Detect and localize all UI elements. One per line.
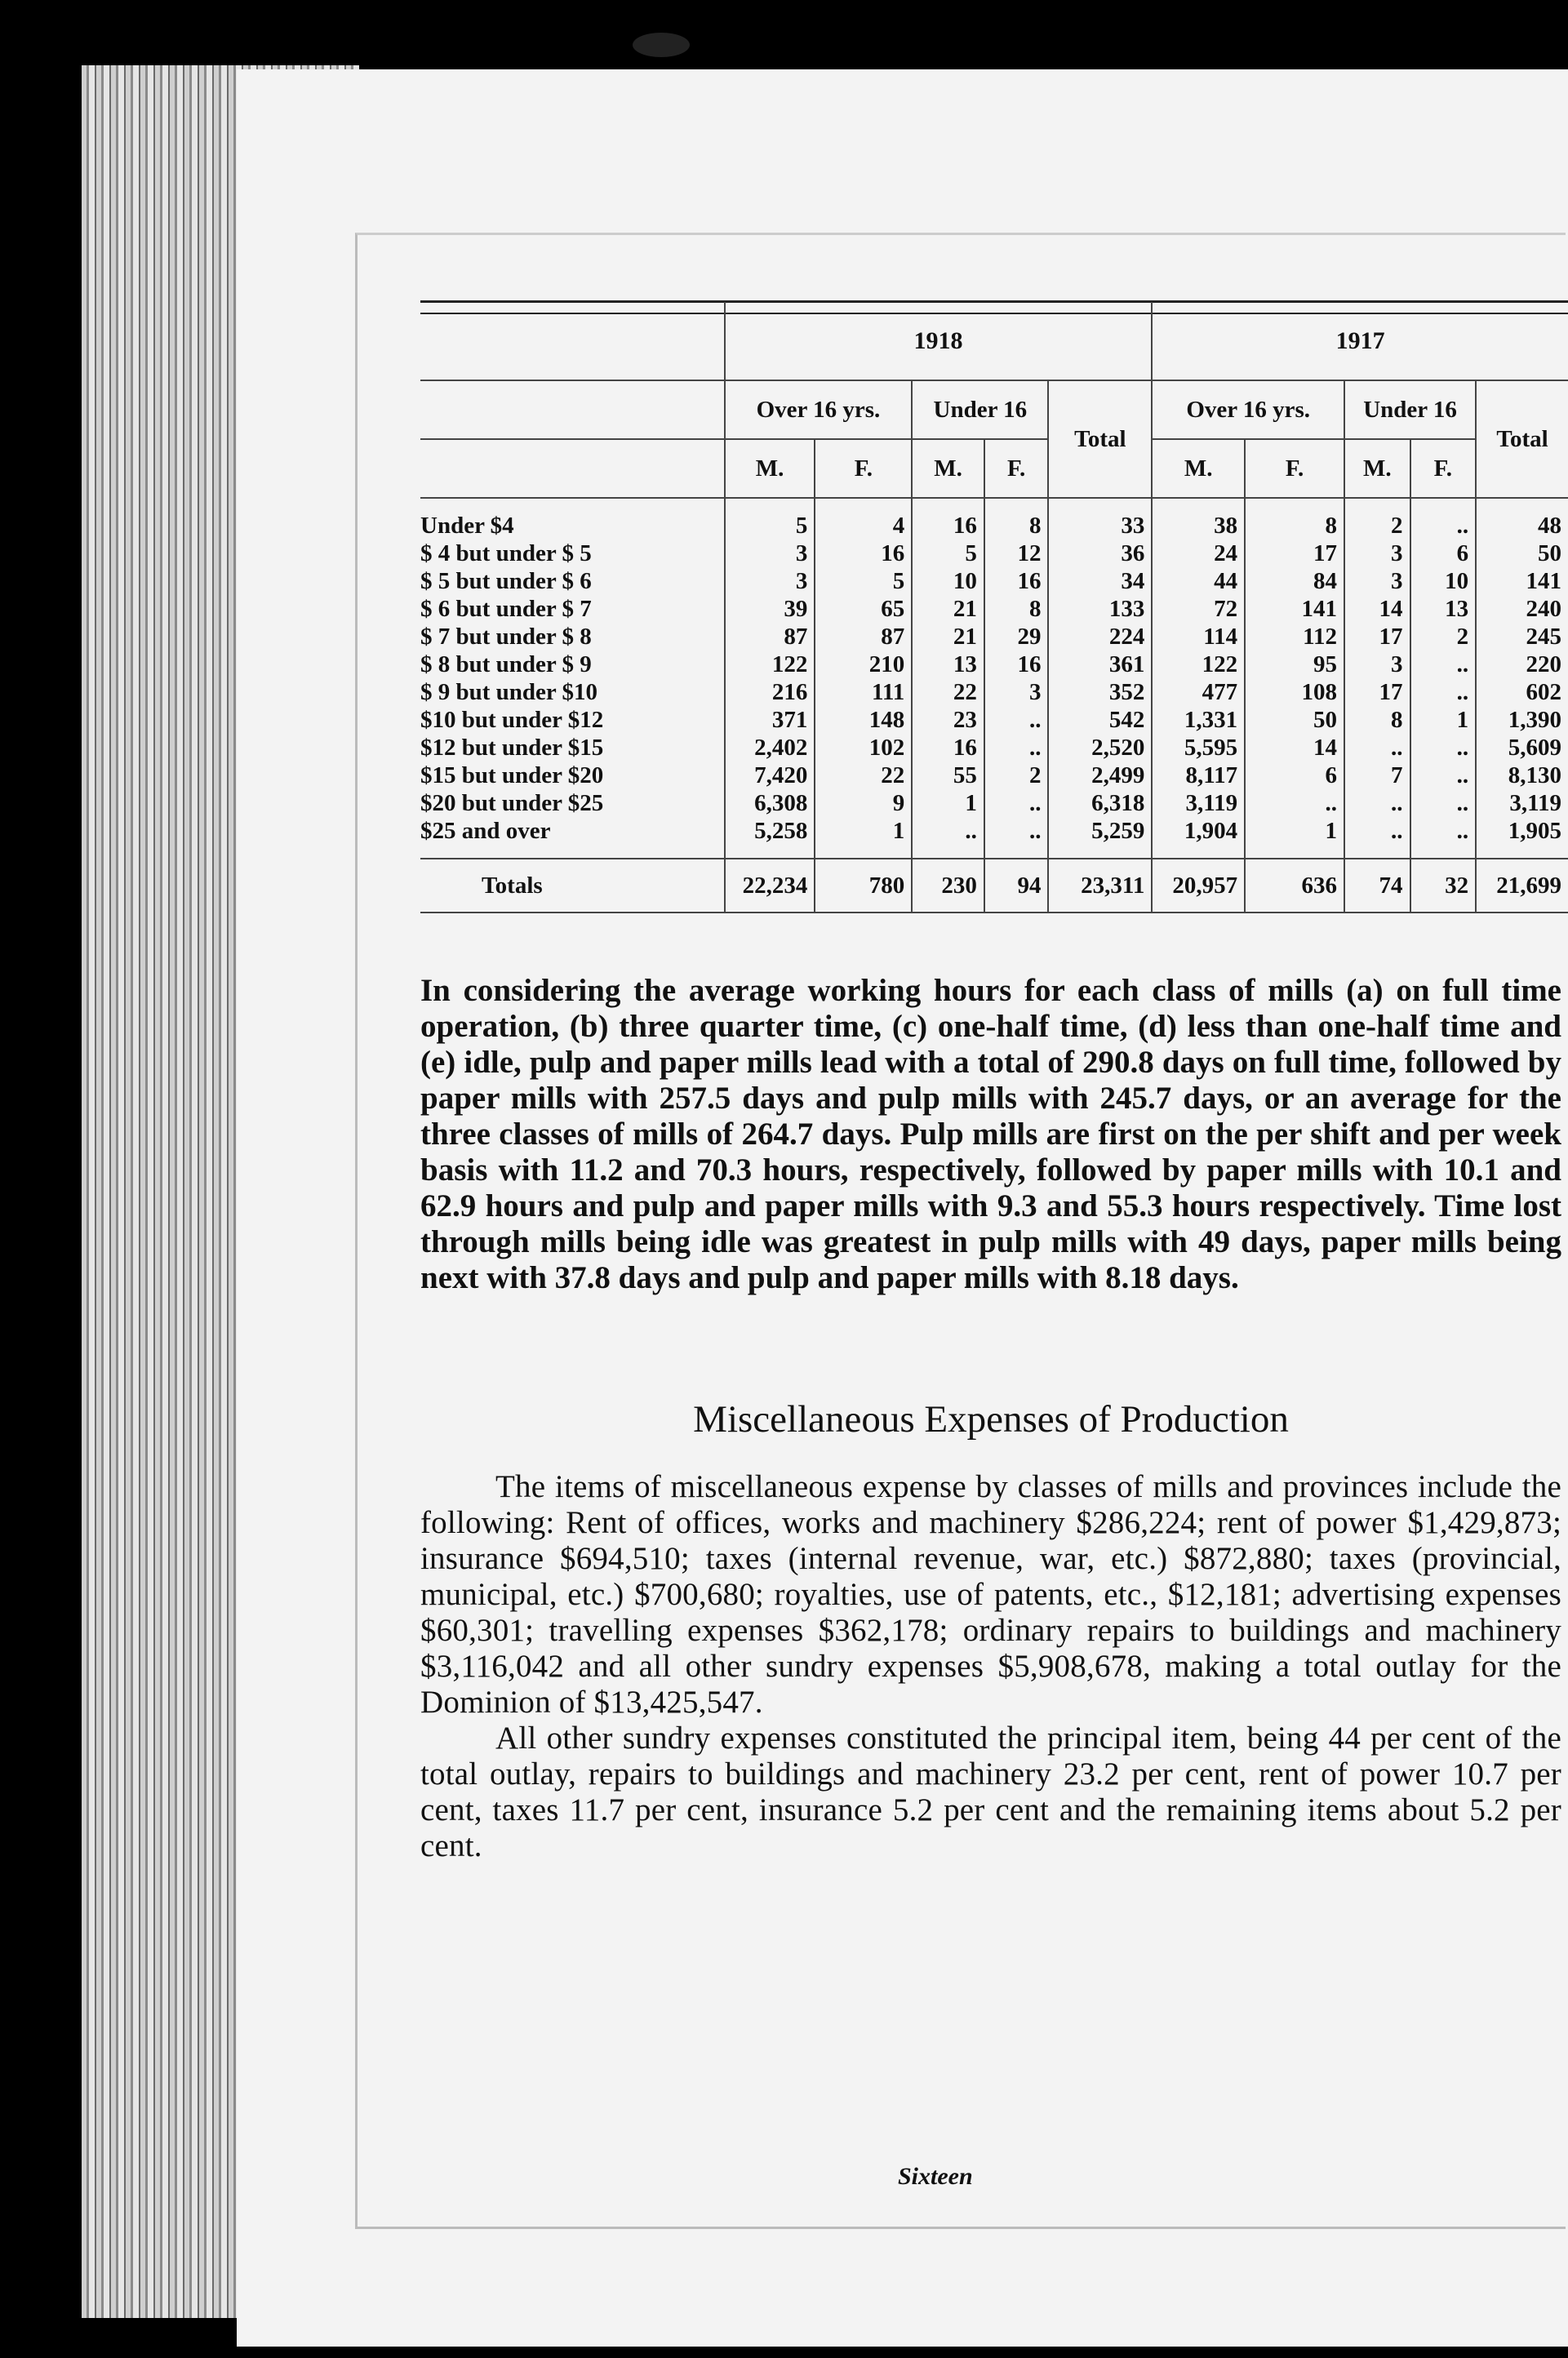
table-cell: .. bbox=[912, 817, 984, 845]
table-cell: .. bbox=[984, 706, 1049, 734]
table-cell: 2 bbox=[1410, 623, 1477, 651]
group-header: Under 16 bbox=[912, 380, 1048, 439]
table-cell: .. bbox=[1410, 734, 1477, 762]
table-cell: 13 bbox=[1410, 595, 1477, 623]
row-label: Under $4 bbox=[420, 513, 514, 539]
table-cell: 84 bbox=[1245, 567, 1344, 595]
table-cell: 44 bbox=[1152, 567, 1245, 595]
group-header: Over 16 yrs. bbox=[1152, 380, 1344, 439]
table-cell: .. bbox=[1410, 678, 1477, 706]
table-cell: 9 bbox=[815, 789, 912, 817]
table-cell: 122 bbox=[1152, 651, 1245, 678]
table-cell: 114 bbox=[1152, 623, 1245, 651]
row-label: $10 but under $12 bbox=[420, 707, 604, 733]
table-cell: .. bbox=[1410, 512, 1477, 540]
table-cell: 12 bbox=[984, 540, 1049, 567]
totals-cell: 74 bbox=[1344, 859, 1410, 913]
table-cell: 3 bbox=[1344, 651, 1410, 678]
table-cell: 2 bbox=[984, 762, 1049, 789]
female-header: F. bbox=[1410, 439, 1477, 498]
table-row bbox=[420, 817, 1568, 845]
table-cell: 72 bbox=[1152, 595, 1245, 623]
row-label: $20 but under $25 bbox=[420, 790, 604, 816]
table-cell: 14 bbox=[1344, 595, 1410, 623]
table-cell: 602 bbox=[1476, 678, 1568, 706]
paragraph-percentages-text: All other sundry expenses constituted the principal item, being 44 per cent of the total outlay, repairs to buildings and machinery 23.2 per cent, rent of power 10.7 per cent, taxes 11.7 per cent, insurance 5.2 per cent and the remaining items about 5.2 per cent. bbox=[420, 1721, 1561, 1863]
table-cell: 111 bbox=[815, 678, 912, 706]
table-cell: 5,595 bbox=[1152, 734, 1245, 762]
table-cell: 8 bbox=[1245, 512, 1344, 540]
paragraph-expenses-text: The items of miscellaneous expense by classes of mills and provinces include the following: Rent of offices, works and machinery $286,224; rent of power $1,429,873; insurance $694,510; taxes (internal revenue, war, etc.) $872,880; taxes (provincial, municipal, etc.) $700,680; royalties, use of patents, etc., $12,181; advertising expenses $60,301; travelling expenses $362,178; ordinary repairs to buildings and machinery $3,116,042 and all other sundry expenses $5,908,678, making a total outlay for the Dominion of $13,425,547. bbox=[420, 1469, 1561, 1720]
totals-cell: 636 bbox=[1245, 859, 1344, 913]
table-cell: 17 bbox=[1245, 540, 1344, 567]
table-cell: 5 bbox=[725, 512, 815, 540]
group-header: Under 16 bbox=[1344, 380, 1476, 439]
table-cell: .. bbox=[984, 734, 1049, 762]
female-header: F. bbox=[984, 439, 1049, 498]
row-label: $25 and over bbox=[420, 818, 551, 844]
table-cell: 10 bbox=[912, 567, 984, 595]
table-cell: 6,318 bbox=[1048, 789, 1152, 817]
table-cell: 371 bbox=[725, 706, 815, 734]
table-cell: .. bbox=[1245, 789, 1344, 817]
table-cell: 1 bbox=[815, 817, 912, 845]
table-cell: 23 bbox=[912, 706, 984, 734]
male-header: M. bbox=[725, 439, 815, 498]
paragraph-expenses bbox=[420, 1469, 1561, 1864]
table-cell: 141 bbox=[1476, 567, 1568, 595]
table-cell: 14 bbox=[1245, 734, 1344, 762]
table-cell: 8 bbox=[984, 512, 1049, 540]
table-cell: 16 bbox=[815, 540, 912, 567]
table-cell: 36 bbox=[1048, 540, 1152, 567]
table-cell: 240 bbox=[1476, 595, 1568, 623]
table-row bbox=[420, 789, 1568, 817]
table-cell: 220 bbox=[1476, 651, 1568, 678]
table-cell: 16 bbox=[912, 512, 984, 540]
table-cell: 245 bbox=[1476, 623, 1568, 651]
table-cell: 50 bbox=[1245, 706, 1344, 734]
table-row bbox=[420, 706, 1568, 734]
table-cell: 2,402 bbox=[725, 734, 815, 762]
totals-cell: 23,311 bbox=[1048, 859, 1152, 913]
table-cell: 1,390 bbox=[1476, 706, 1568, 734]
totals-cell: 32 bbox=[1410, 859, 1477, 913]
table-cell: 6,308 bbox=[725, 789, 815, 817]
table-cell: 216 bbox=[725, 678, 815, 706]
table-cell: 2,520 bbox=[1048, 734, 1152, 762]
table-cell: 3,119 bbox=[1152, 789, 1245, 817]
table-cell: 48 bbox=[1476, 512, 1568, 540]
table-cell: 2 bbox=[1344, 512, 1410, 540]
table-cell: .. bbox=[984, 817, 1049, 845]
table-row bbox=[420, 651, 1568, 678]
totals-cell: 22,234 bbox=[725, 859, 815, 913]
table-cell: 21 bbox=[912, 595, 984, 623]
male-header: M. bbox=[1152, 439, 1245, 498]
table-cell: 5 bbox=[912, 540, 984, 567]
table-cell: 224 bbox=[1048, 623, 1152, 651]
table-cell: 87 bbox=[815, 623, 912, 651]
table-cell: 2,499 bbox=[1048, 762, 1152, 789]
table-cell: 17 bbox=[1344, 678, 1410, 706]
female-header: F. bbox=[815, 439, 912, 498]
table-cell: 13 bbox=[912, 651, 984, 678]
totals-cell: 780 bbox=[815, 859, 912, 913]
table-cell: 22 bbox=[815, 762, 912, 789]
table-cell: .. bbox=[1344, 817, 1410, 845]
table-row bbox=[420, 678, 1568, 706]
table-cell: 1,904 bbox=[1152, 817, 1245, 845]
table-row bbox=[420, 540, 1568, 567]
table-cell: 22 bbox=[912, 678, 984, 706]
table-cell: 108 bbox=[1245, 678, 1344, 706]
table-cell: 95 bbox=[1245, 651, 1344, 678]
table-row bbox=[420, 762, 1568, 789]
table-cell: 1 bbox=[912, 789, 984, 817]
table-cell: 1 bbox=[1245, 817, 1344, 845]
row-label: $ 4 but under $ 5 bbox=[420, 540, 592, 566]
table-cell: .. bbox=[1344, 789, 1410, 817]
table-cell: 3 bbox=[984, 678, 1049, 706]
group-header: Over 16 yrs. bbox=[725, 380, 913, 439]
totals-row bbox=[420, 859, 1568, 913]
table-cell: 16 bbox=[984, 651, 1049, 678]
table-cell: 8 bbox=[1344, 706, 1410, 734]
paragraph-working-hours: In considering the average working hours for each class of mills (a) on full time operation, (b) three quarter time, (c) one-half time, (d) less than one-half time and (e) idle, pulp and paper mills lead with a total of 290.8 days on full time, followed by paper mills with 257.5 days and pulp mills with 245.7 days, or an average for the three classes of mills of 264.7 days. Pulp mills are first on the per shift and per week basis with 11.2 and 70.3 hours, respectively, followed by paper mills with 10.1 and 62.9 hours and pulp and paper mills with 9.3 and 55.3 hours respectively. Time lost through mills being idle was greatest in pulp mills with 49 days, paper mills being next with 37.8 days and pulp and paper mills with 8.18 days. bbox=[420, 973, 1561, 1295]
page-number: Sixteen bbox=[898, 2163, 973, 2190]
totals-cell: 20,957 bbox=[1152, 859, 1245, 913]
table-cell: 8,117 bbox=[1152, 762, 1245, 789]
table-cell: 33 bbox=[1048, 512, 1152, 540]
table-cell: 1,331 bbox=[1152, 706, 1245, 734]
row-label: $ 7 but under $ 8 bbox=[420, 624, 592, 650]
table-cell: 24 bbox=[1152, 540, 1245, 567]
section-heading: Miscellaneous Expenses of Production bbox=[693, 1398, 1289, 1441]
table-cell: 112 bbox=[1245, 623, 1344, 651]
totals-cell: 94 bbox=[984, 859, 1049, 913]
table-row bbox=[420, 567, 1568, 595]
total-header: Total bbox=[1048, 380, 1152, 498]
table-cell: 5,609 bbox=[1476, 734, 1568, 762]
table-cell: 7,420 bbox=[725, 762, 815, 789]
table-cell: 102 bbox=[815, 734, 912, 762]
table-row bbox=[420, 734, 1568, 762]
male-header: M. bbox=[1344, 439, 1410, 498]
table-cell: 1 bbox=[1410, 706, 1477, 734]
table-cell: 34 bbox=[1048, 567, 1152, 595]
table-cell: 3 bbox=[725, 567, 815, 595]
table-cell: 3 bbox=[1344, 567, 1410, 595]
table-cell: 17 bbox=[1344, 623, 1410, 651]
row-label: $ 5 but under $ 6 bbox=[420, 568, 592, 594]
row-label: $ 9 but under $10 bbox=[420, 679, 598, 705]
table-cell: 39 bbox=[725, 595, 815, 623]
table-cell: 5,258 bbox=[725, 817, 815, 845]
table-cell: 4 bbox=[815, 512, 912, 540]
wage-distribution-table bbox=[420, 302, 1568, 913]
table-cell: 3,119 bbox=[1476, 789, 1568, 817]
table-cell: 5 bbox=[815, 567, 912, 595]
table-cell: 542 bbox=[1048, 706, 1152, 734]
table-cell: 55 bbox=[912, 762, 984, 789]
scan-artifact bbox=[633, 33, 690, 57]
totals-label: Totals bbox=[420, 859, 725, 913]
table-cell: 5,259 bbox=[1048, 817, 1152, 845]
table-cell: 8,130 bbox=[1476, 762, 1568, 789]
totals-cell: 21,699 bbox=[1476, 859, 1568, 913]
table-cell: 122 bbox=[725, 651, 815, 678]
table-cell: 29 bbox=[984, 623, 1049, 651]
table-cell: 148 bbox=[815, 706, 912, 734]
year-header: 1917 bbox=[1152, 302, 1568, 380]
table-cell: 1,905 bbox=[1476, 817, 1568, 845]
table-cell: 6 bbox=[1245, 762, 1344, 789]
table-cell: 477 bbox=[1152, 678, 1245, 706]
table-row bbox=[420, 623, 1568, 651]
row-label: $ 8 but under $ 9 bbox=[420, 651, 592, 677]
table-cell: 6 bbox=[1410, 540, 1477, 567]
table-cell: 16 bbox=[984, 567, 1049, 595]
row-label: $ 6 but under $ 7 bbox=[420, 596, 592, 622]
table-cell: .. bbox=[1410, 789, 1477, 817]
table-row bbox=[420, 512, 1568, 540]
male-header: M. bbox=[912, 439, 984, 498]
table-cell: .. bbox=[1410, 817, 1477, 845]
table-cell: 65 bbox=[815, 595, 912, 623]
table-cell: 7 bbox=[1344, 762, 1410, 789]
table-row bbox=[420, 595, 1568, 623]
table-cell: .. bbox=[1344, 734, 1410, 762]
table-cell: 87 bbox=[725, 623, 815, 651]
row-label: $12 but under $15 bbox=[420, 735, 604, 761]
female-header: F. bbox=[1245, 439, 1344, 498]
table-cell: 38 bbox=[1152, 512, 1245, 540]
total-header: Total bbox=[1476, 380, 1568, 498]
table-cell: 16 bbox=[912, 734, 984, 762]
year-header: 1918 bbox=[725, 302, 1153, 380]
table-cell: 21 bbox=[912, 623, 984, 651]
table-cell: .. bbox=[1410, 762, 1477, 789]
table-cell: .. bbox=[1410, 651, 1477, 678]
table-cell: 3 bbox=[725, 540, 815, 567]
table-cell: 8 bbox=[984, 595, 1049, 623]
table-cell: .. bbox=[984, 789, 1049, 817]
table-cell: 210 bbox=[815, 651, 912, 678]
table-cell: 361 bbox=[1048, 651, 1152, 678]
table-cell: 141 bbox=[1245, 595, 1344, 623]
totals-cell: 230 bbox=[912, 859, 984, 913]
table-cell: 133 bbox=[1048, 595, 1152, 623]
table-cell: 352 bbox=[1048, 678, 1152, 706]
table-cell: 50 bbox=[1476, 540, 1568, 567]
table-cell: 10 bbox=[1410, 567, 1477, 595]
table-cell: 3 bbox=[1344, 540, 1410, 567]
row-label: $15 but under $20 bbox=[420, 762, 604, 788]
